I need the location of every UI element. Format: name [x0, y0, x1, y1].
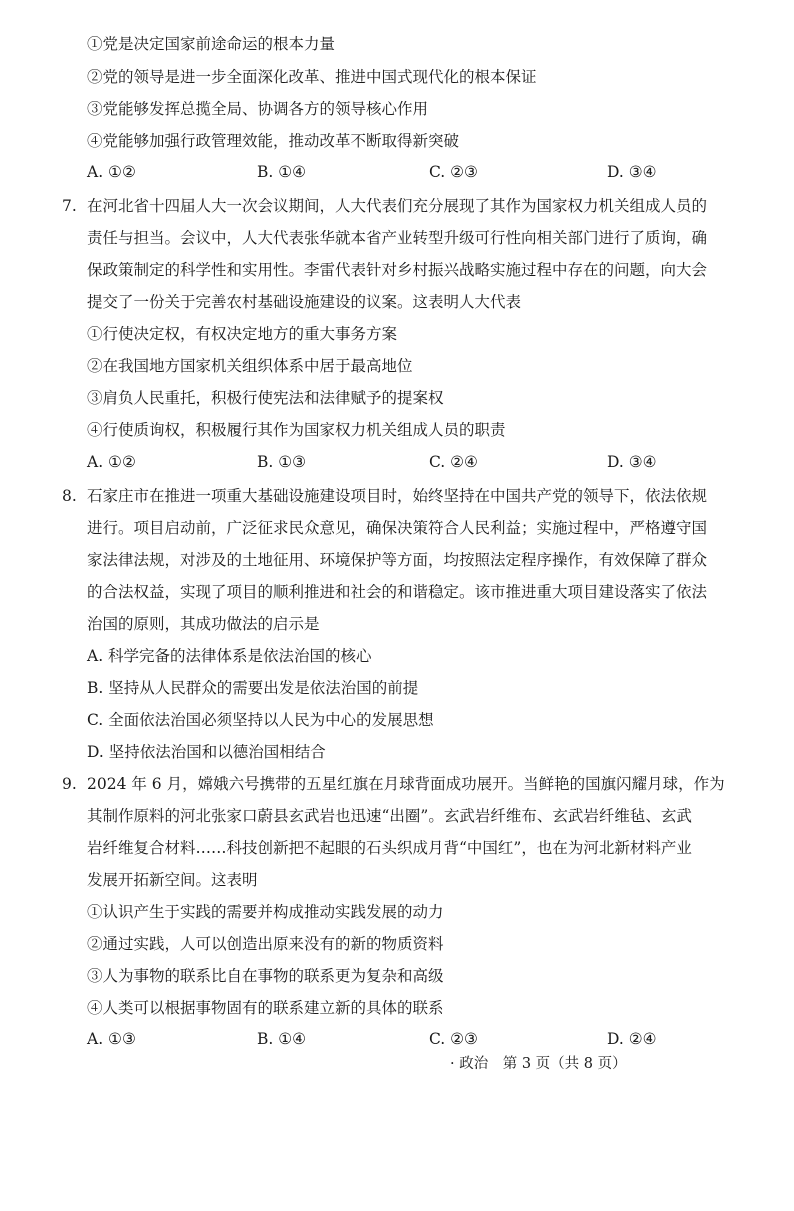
- q8-stem-line: 的合法权益，实现了项目的顺利推进和社会的和谐稳定。该市推进重大项目建设落实了依法: [87, 583, 708, 601]
- q9-option-c[interactable]: C. ②③: [429, 1030, 478, 1048]
- q8-stem-line: 治国的原则，其成功做法的启示是: [87, 615, 320, 633]
- q6-option-b[interactable]: B. ①④: [257, 163, 307, 181]
- question-number: 9.: [62, 775, 77, 793]
- q7-statement: ④行使质询权，积极履行其作为国家权力机关组成人员的职责: [87, 421, 506, 439]
- q7-option-b[interactable]: B. ①③: [257, 453, 307, 471]
- q8-stem-line: 石家庄市在推进一项重大基础设施建设项目时，始终坚持在中国共产党的领导下，依法依规: [87, 487, 708, 505]
- q7-statement: ②在我国地方国家机关组织体系中居于最高地位: [87, 357, 413, 375]
- q7-option-d[interactable]: D. ③④: [607, 453, 657, 471]
- q9-statement: ②通过实践，人可以创造出原来没有的新的物质资料: [87, 935, 444, 953]
- q9-statement: ①认识产生于实践的需要并构成推动实践发展的动力: [87, 903, 444, 921]
- q7-option-a[interactable]: A. ①②: [87, 453, 136, 471]
- q8-option-c[interactable]: C. 全面依法治国必须坚持以人民为中心的发展思想: [87, 711, 434, 729]
- question-number: 7.: [62, 197, 77, 215]
- q6-statement: ①党是决定国家前途命运的根本力量: [87, 35, 336, 53]
- q8-option-b[interactable]: B. 坚持从人民群众的需要出发是依法治国的前提: [87, 679, 419, 697]
- question-number: 8.: [62, 487, 77, 505]
- q8-option-d[interactable]: D. 坚持依法治国和以德治国相结合: [87, 743, 326, 761]
- q8-stem-line: 家法律法规，对涉及的土地征用、环境保护等方面，均按照法定程序操作，有效保障了群众: [87, 551, 708, 569]
- q6-option-a[interactable]: A. ①②: [87, 163, 136, 181]
- q9-stem-line: 岩纤维复合材料……科技创新把不起眼的石头织成月背“中国红”，也在为河北新材料产业: [87, 839, 692, 857]
- q9-option-d[interactable]: D. ②④: [607, 1030, 657, 1048]
- q7-statement: ③肩负人民重托，积极行使宪法和法律赋予的提案权: [87, 389, 444, 407]
- q9-stem-line: 2024 年 6 月，嫦娥六号携带的五星红旗在月球背面成功展开。当鲜艳的国旗闪耀月球，作为: [87, 775, 725, 793]
- q6-statement: ③党能够发挥总揽全局、协调各方的领导核心作用: [87, 100, 429, 118]
- q6-statement: ④党能够加强行政管理效能，推动改革不断取得新突破: [87, 132, 460, 150]
- q6-statement: ②党的领导是进一步全面深化改革、推进中国式现代化的根本保证: [87, 68, 537, 86]
- q7-stem-line: 保政策制定的科学性和实用性。李雷代表针对乡村振兴战略实施过程中存在的问题，向大会: [87, 261, 708, 279]
- q9-statement: ③人为事物的联系比自在事物的联系更为复杂和高级: [87, 967, 444, 985]
- q9-option-a[interactable]: A. ①③: [87, 1030, 136, 1048]
- q9-statement: ④人类可以根据事物固有的联系建立新的具体的联系: [87, 999, 444, 1017]
- q9-option-b[interactable]: B. ①④: [257, 1030, 307, 1048]
- q7-stem-line: 提交了一份关于完善农村基础设施建设的议案。这表明人大代表: [87, 293, 522, 311]
- q9-stem-line: 发展开拓新空间。这表明: [87, 871, 258, 889]
- q7-stem-line: 在河北省十四届人大一次会议期间，人大代表们充分展现了其作为国家权力机关组成人员的: [87, 197, 708, 215]
- q8-option-a[interactable]: A. 科学完备的法律体系是依法治国的核心: [87, 647, 372, 665]
- q8-stem-line: 进行。项目启动前，广泛征求民众意见，确保决策符合人民利益；实施过程中，严格遵守国: [87, 519, 708, 537]
- q7-statement: ①行使决定权，有权决定地方的重大事务方案: [87, 325, 398, 343]
- q7-option-c[interactable]: C. ②④: [429, 453, 478, 471]
- q6-option-d[interactable]: D. ③④: [607, 163, 657, 181]
- q6-option-c[interactable]: C. ②③: [429, 163, 478, 181]
- q9-stem-line: 其制作原料的河北张家口蔚县玄武岩也迅速“出圈”。玄武岩纤维布、玄武岩纤维毡、玄武: [87, 807, 692, 825]
- q7-stem-line: 责任与担当。会议中，人大代表张华就本省产业转型升级可行性向相关部门进行了质询，确: [87, 229, 708, 247]
- page-footer: · 政治 第 3 页（共 8 页）: [450, 1056, 627, 1072]
